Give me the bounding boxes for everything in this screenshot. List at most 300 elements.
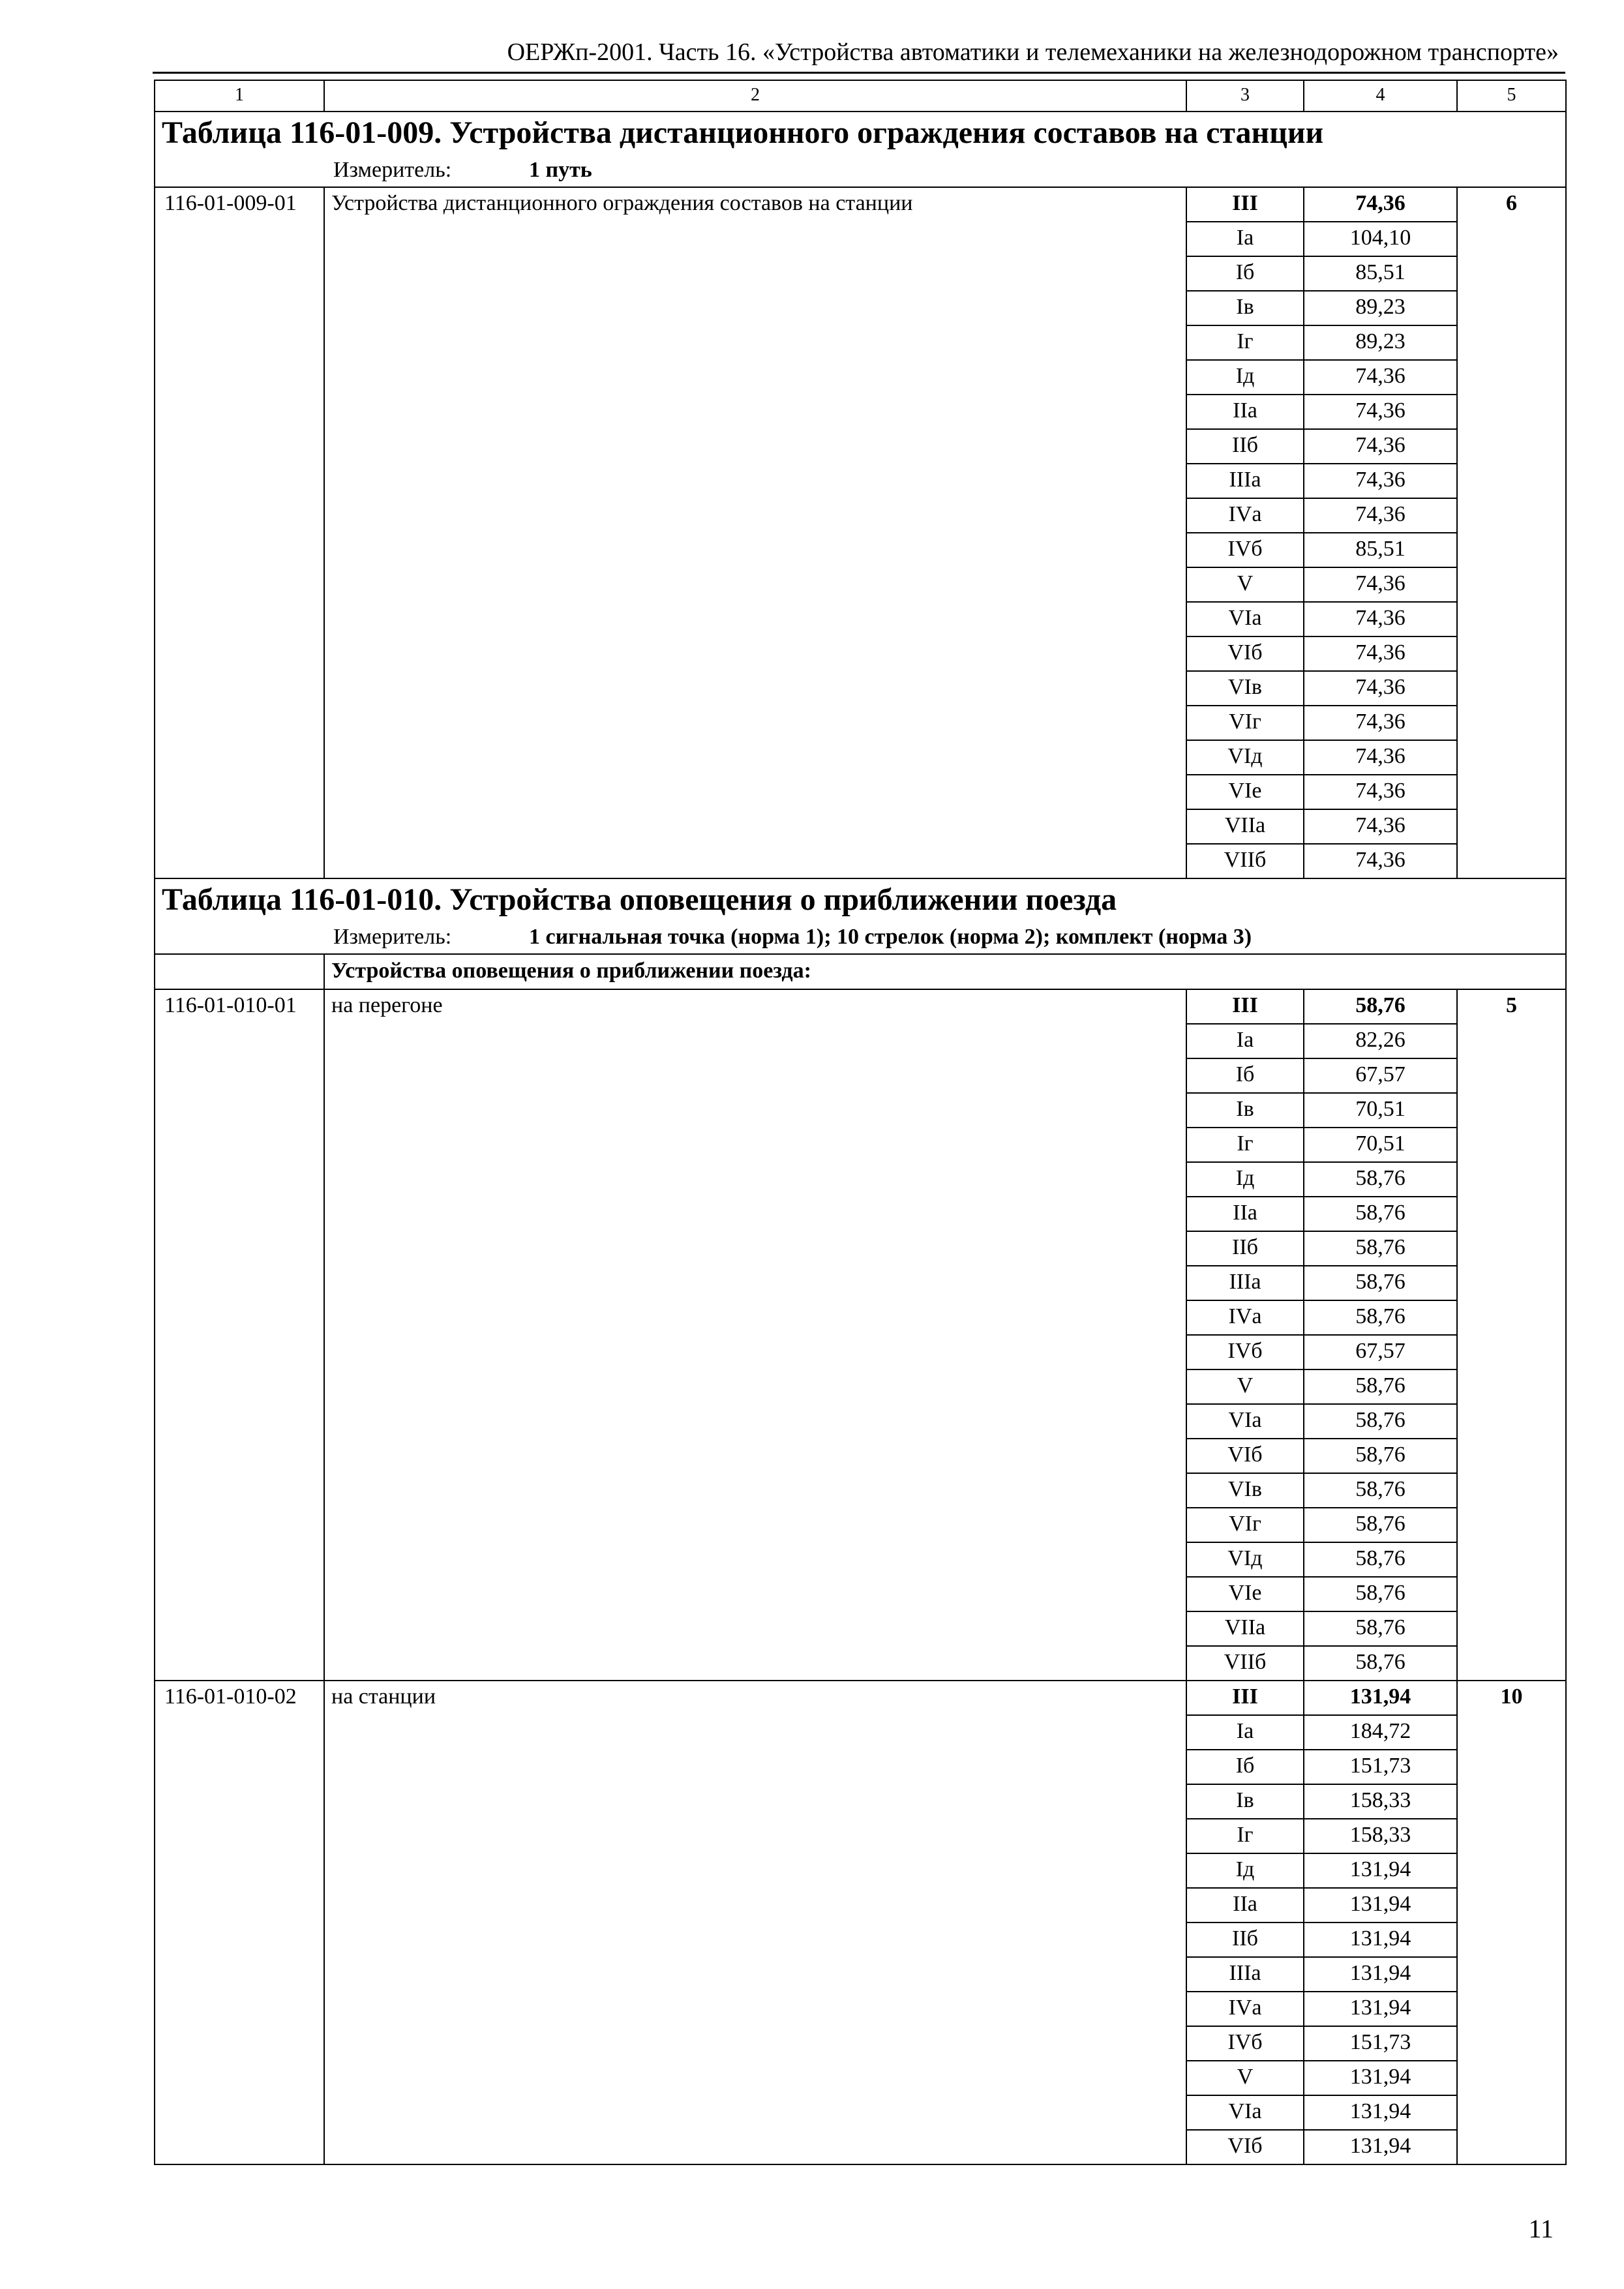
zone-cell: Iв	[1186, 291, 1304, 325]
table-row	[155, 602, 1566, 636]
category-cell: 5	[1457, 989, 1566, 1024]
price-cell: 151,73	[1304, 2026, 1457, 2061]
zone-cell: IVа	[1186, 1300, 1304, 1335]
entry-description-cell	[324, 1024, 1186, 1058]
category-cell-empty	[1457, 1058, 1566, 1093]
entry-description-cell	[324, 498, 1186, 533]
category-cell-empty	[1457, 1715, 1566, 1750]
zone-cell: Iа	[1186, 222, 1304, 256]
price-cell: 131,94	[1304, 1957, 1457, 1992]
table-row	[155, 256, 1566, 291]
entry-description-cell	[324, 671, 1186, 706]
zone-cell: IVб	[1186, 1335, 1304, 1369]
price-cell: 58,76	[1304, 1162, 1457, 1197]
rates-table-body	[155, 80, 1566, 2164]
entry-code-cell	[155, 1058, 324, 1093]
price-cell: 58,76	[1304, 1611, 1457, 1646]
price-cell: 70,51	[1304, 1128, 1457, 1162]
category-cell-empty	[1457, 636, 1566, 671]
zone-cell: III	[1186, 989, 1304, 1024]
price-cell: 67,57	[1304, 1335, 1457, 1369]
entry-description: Устройства дистанционного ограждения составов на станции	[324, 187, 1186, 222]
price-cell: 58,76	[1304, 1300, 1457, 1335]
entry-code-cell	[155, 1611, 324, 1646]
entry-description-cell	[324, 1231, 1186, 1266]
price-cell: 131,94	[1304, 1681, 1457, 1715]
table-title: Таблица 116-01-010. Устройства оповещения о приближении поезда	[155, 878, 1566, 922]
entry-code-cell	[155, 429, 324, 464]
price-cell: 74,36	[1304, 187, 1457, 222]
category-cell-empty	[1457, 1197, 1566, 1231]
zone-cell: Iг	[1186, 325, 1304, 360]
zone-cell: IIа	[1186, 1888, 1304, 1922]
entry-code-cell	[155, 1715, 324, 1750]
table-row	[155, 2095, 1566, 2130]
price-cell: 58,76	[1304, 1266, 1457, 1300]
entry-code-cell	[155, 1024, 324, 1058]
entry-description-cell	[324, 706, 1186, 740]
table-row	[155, 1300, 1566, 1335]
price-cell: 58,76	[1304, 1473, 1457, 1508]
entry-description-cell	[324, 222, 1186, 256]
zone-cell: VIа	[1186, 1404, 1304, 1439]
price-cell: 74,36	[1304, 464, 1457, 498]
table-row	[155, 1542, 1566, 1577]
entry-description-cell	[324, 775, 1186, 809]
entry-code-cell	[155, 602, 324, 636]
category-cell-empty	[1457, 498, 1566, 533]
entry-code-cell	[155, 464, 324, 498]
zone-cell: VIд	[1186, 740, 1304, 775]
entry-code-cell	[155, 360, 324, 395]
price-cell: 58,76	[1304, 1404, 1457, 1439]
entry-description-cell	[324, 533, 1186, 567]
category-cell-empty	[1457, 1473, 1566, 1508]
zone-cell: VIг	[1186, 706, 1304, 740]
table-title-row	[155, 112, 1566, 155]
entry-code-cell	[155, 671, 324, 706]
table-row	[155, 1266, 1566, 1300]
zone-cell: Iд	[1186, 360, 1304, 395]
table-row	[155, 775, 1566, 809]
zone-cell: VIг	[1186, 1508, 1304, 1542]
category-cell-empty	[1457, 706, 1566, 740]
table-row	[155, 1784, 1566, 1819]
table-row	[155, 464, 1566, 498]
entry-description-cell	[324, 1162, 1186, 1197]
entry-code-cell	[155, 222, 324, 256]
header-rule	[153, 72, 1565, 74]
price-cell: 74,36	[1304, 706, 1457, 740]
entry-code-cell	[155, 775, 324, 809]
category-cell-empty	[1457, 429, 1566, 464]
zone-cell: Iд	[1186, 1853, 1304, 1888]
entry-code-cell	[155, 1369, 324, 1404]
entry-description-cell	[324, 1542, 1186, 1577]
table-row	[155, 671, 1566, 706]
entry-code-cell	[155, 2061, 324, 2095]
zone-cell: IIа	[1186, 395, 1304, 429]
category-cell-empty	[1457, 1024, 1566, 1058]
table-row	[155, 533, 1566, 567]
category-cell-empty	[1457, 602, 1566, 636]
category-cell-empty	[1457, 844, 1566, 878]
price-cell: 131,94	[1304, 1922, 1457, 1957]
zone-cell: Iб	[1186, 1750, 1304, 1784]
table-row	[155, 1231, 1566, 1266]
entry-code-cell	[155, 1162, 324, 1197]
entry-code-cell	[155, 567, 324, 602]
price-cell: 74,36	[1304, 636, 1457, 671]
entry-description-cell	[324, 809, 1186, 844]
category-cell-empty	[1457, 1300, 1566, 1335]
entry-description-cell	[324, 2095, 1186, 2130]
category-cell-empty	[1457, 395, 1566, 429]
zone-cell: VIб	[1186, 1439, 1304, 1473]
entry-description-cell	[324, 1888, 1186, 1922]
category-cell-empty	[1457, 2095, 1566, 2130]
entry-code-cell	[155, 1404, 324, 1439]
price-cell: 58,76	[1304, 1646, 1457, 1681]
entry-code-cell	[155, 1300, 324, 1335]
zone-cell: Iа	[1186, 1715, 1304, 1750]
entry-description-cell	[324, 602, 1186, 636]
zone-cell: VIе	[1186, 775, 1304, 809]
entry-description-cell	[324, 1300, 1186, 1335]
zone-cell: Iб	[1186, 1058, 1304, 1093]
entry-code-cell	[155, 1819, 324, 1853]
subheading-row	[155, 954, 1566, 989]
entry-code-cell	[155, 1784, 324, 1819]
column-number: 1	[155, 80, 324, 112]
category-cell-empty	[1457, 1508, 1566, 1542]
price-cell: 74,36	[1304, 775, 1457, 809]
table-row	[155, 395, 1566, 429]
entry-code-cell	[155, 706, 324, 740]
entry-code-cell	[155, 291, 324, 325]
entry-description-cell	[324, 464, 1186, 498]
table-row	[155, 740, 1566, 775]
category-cell-empty	[1457, 464, 1566, 498]
meter-value: 1 путь	[529, 158, 592, 182]
entry-description-cell	[324, 1577, 1186, 1611]
zone-cell: Iг	[1186, 1819, 1304, 1853]
price-cell: 131,94	[1304, 1992, 1457, 2026]
table-row	[155, 1162, 1566, 1197]
zone-cell: VIв	[1186, 1473, 1304, 1508]
table-row	[155, 1853, 1566, 1888]
entry-code: 116-01-010-01	[155, 989, 324, 1024]
category-cell-empty	[1457, 671, 1566, 706]
table-row	[155, 1369, 1566, 1404]
zone-cell: Iд	[1186, 1162, 1304, 1197]
meter-label: Измеритель:	[333, 925, 452, 949]
zone-cell: IVа	[1186, 498, 1304, 533]
category-cell-empty	[1457, 1335, 1566, 1369]
meter-cell	[155, 155, 1566, 187]
category-cell-empty	[1457, 325, 1566, 360]
price-cell: 85,51	[1304, 256, 1457, 291]
table-row	[155, 2130, 1566, 2164]
price-cell: 74,36	[1304, 844, 1457, 878]
category-cell-empty	[1457, 1128, 1566, 1162]
entry-description-cell	[324, 1197, 1186, 1231]
table-row	[155, 1750, 1566, 1784]
zone-cell: VIIа	[1186, 809, 1304, 844]
price-cell: 158,33	[1304, 1819, 1457, 1853]
meter-label: Измеритель:	[333, 158, 452, 182]
zone-cell: IIIа	[1186, 1957, 1304, 1992]
table-row	[155, 1128, 1566, 1162]
entry-description-cell	[324, 1611, 1186, 1646]
entry-code-cell	[155, 1093, 324, 1128]
zone-cell: Iв	[1186, 1784, 1304, 1819]
entry-code: 116-01-010-02	[155, 1681, 324, 1715]
subheading: Устройства оповещения о приближении поезда:	[324, 954, 1566, 989]
price-cell: 67,57	[1304, 1058, 1457, 1093]
category-cell: 10	[1457, 1681, 1566, 1715]
entry-code-cell	[155, 533, 324, 567]
zone-cell: Iа	[1186, 1024, 1304, 1058]
table-row	[155, 1681, 1566, 1715]
zone-cell: IVб	[1186, 533, 1304, 567]
category-cell-empty	[1457, 1750, 1566, 1784]
zone-cell: IIIа	[1186, 1266, 1304, 1300]
zone-cell: VIIа	[1186, 1611, 1304, 1646]
table-row	[155, 1992, 1566, 2026]
category-cell-empty	[1457, 1369, 1566, 1404]
table-row	[155, 844, 1566, 878]
zone-cell: IIа	[1186, 1197, 1304, 1231]
table-row	[155, 1577, 1566, 1611]
entry-description-cell	[324, 1128, 1186, 1162]
entry-description-cell	[324, 1369, 1186, 1404]
category-cell-empty	[1457, 1957, 1566, 1992]
entry-description-cell	[324, 1473, 1186, 1508]
category-cell-empty	[1457, 2026, 1566, 2061]
entry-description-cell	[324, 1922, 1186, 1957]
table-row	[155, 2026, 1566, 2061]
category-cell-empty	[1457, 1439, 1566, 1473]
table-row	[155, 2061, 1566, 2095]
table-title-row	[155, 878, 1566, 922]
price-cell: 58,76	[1304, 1197, 1457, 1231]
table-row	[155, 1093, 1566, 1128]
column-number: 5	[1457, 80, 1566, 112]
entry-description-cell	[324, 1266, 1186, 1300]
category-cell-empty	[1457, 1231, 1566, 1266]
entry-code-cell	[155, 256, 324, 291]
entry-description-cell	[324, 636, 1186, 671]
zone-cell: VIа	[1186, 602, 1304, 636]
entry-code-cell	[155, 2026, 324, 2061]
price-cell: 131,94	[1304, 1888, 1457, 1922]
entry-code-cell	[155, 1992, 324, 2026]
entry-code-cell	[155, 1853, 324, 1888]
category-cell-empty	[1457, 1992, 1566, 2026]
zone-cell: VIе	[1186, 1577, 1304, 1611]
column-number-row	[155, 80, 1566, 112]
category-cell-empty	[1457, 1922, 1566, 1957]
price-cell: 131,94	[1304, 2095, 1457, 2130]
entry-code-cell	[155, 844, 324, 878]
price-cell: 74,36	[1304, 429, 1457, 464]
entry-code-cell	[155, 1957, 324, 1992]
entry-description-cell	[324, 1715, 1186, 1750]
entry-description-cell	[324, 291, 1186, 325]
price-cell: 74,36	[1304, 360, 1457, 395]
price-cell: 58,76	[1304, 1542, 1457, 1577]
category-cell-empty	[1457, 1819, 1566, 1853]
table-row	[155, 1819, 1566, 1853]
meter-row	[155, 155, 1566, 187]
zone-cell: IVа	[1186, 1992, 1304, 2026]
price-cell: 74,36	[1304, 567, 1457, 602]
entry-description-cell	[324, 1784, 1186, 1819]
entry-code-cell	[155, 1922, 324, 1957]
table-row	[155, 1473, 1566, 1508]
price-cell: 158,33	[1304, 1784, 1457, 1819]
entry-description-cell	[324, 844, 1186, 878]
entry-code-cell	[155, 1577, 324, 1611]
table-row	[155, 291, 1566, 325]
meter-row	[155, 922, 1566, 954]
entry-code-cell	[155, 1335, 324, 1369]
entry-code-cell	[155, 1750, 324, 1784]
meter-value: 1 сигнальная точка (норма 1); 10 стрелок (норма 2); комплект (норма 3)	[529, 925, 1252, 949]
entry-code-cell	[155, 325, 324, 360]
entry-description-cell	[324, 1819, 1186, 1853]
price-cell: 58,76	[1304, 1369, 1457, 1404]
entry-code: 116-01-009-01	[155, 187, 324, 222]
entry-code-cell	[155, 740, 324, 775]
price-cell: 70,51	[1304, 1093, 1457, 1128]
table-row	[155, 1508, 1566, 1542]
entry-description-cell	[324, 256, 1186, 291]
table-row	[155, 989, 1566, 1024]
entry-description-cell	[324, 1508, 1186, 1542]
category-cell-empty	[1457, 1646, 1566, 1681]
zone-cell: IIIа	[1186, 464, 1304, 498]
page-number: 11	[1528, 2214, 1554, 2243]
entry-description-cell	[324, 1853, 1186, 1888]
table-row	[155, 1715, 1566, 1750]
table-row	[155, 636, 1566, 671]
column-number: 2	[324, 80, 1186, 112]
meter-cell	[155, 922, 1566, 954]
zone-cell: VIб	[1186, 636, 1304, 671]
entry-code-cell	[155, 1231, 324, 1266]
entry-code-cell	[155, 2095, 324, 2130]
category-cell-empty	[1457, 222, 1566, 256]
entry-code-cell	[155, 809, 324, 844]
category-cell-empty	[1457, 1611, 1566, 1646]
zone-cell: III	[1186, 1681, 1304, 1715]
zone-cell: V	[1186, 567, 1304, 602]
price-cell: 58,76	[1304, 1439, 1457, 1473]
entry-description-cell	[324, 1093, 1186, 1128]
category-cell-empty	[1457, 1542, 1566, 1577]
entry-description-cell	[324, 1646, 1186, 1681]
price-cell: 58,76	[1304, 1231, 1457, 1266]
category-cell-empty	[1457, 1162, 1566, 1197]
table-row	[155, 809, 1566, 844]
price-cell: 131,94	[1304, 2130, 1457, 2164]
zone-cell: VIв	[1186, 671, 1304, 706]
price-cell: 74,36	[1304, 671, 1457, 706]
column-number: 4	[1304, 80, 1457, 112]
price-cell: 184,72	[1304, 1715, 1457, 1750]
category-cell-empty	[1457, 775, 1566, 809]
table-row	[155, 325, 1566, 360]
table-row	[155, 222, 1566, 256]
entry-description-cell	[324, 1992, 1186, 2026]
table-row	[155, 1611, 1566, 1646]
entry-description-cell	[324, 1439, 1186, 1473]
entry-code-cell	[155, 1197, 324, 1231]
zone-cell: VIа	[1186, 2095, 1304, 2130]
price-cell: 131,94	[1304, 1853, 1457, 1888]
zone-cell: V	[1186, 1369, 1304, 1404]
table-row	[155, 1922, 1566, 1957]
price-cell: 74,36	[1304, 395, 1457, 429]
category-cell-empty	[1457, 256, 1566, 291]
category-cell: 6	[1457, 187, 1566, 222]
zone-cell: IVб	[1186, 2026, 1304, 2061]
column-number: 3	[1186, 80, 1304, 112]
subheading-code-cell	[155, 954, 324, 989]
price-cell: 151,73	[1304, 1750, 1457, 1784]
entry-description-cell	[324, 2061, 1186, 2095]
table-row	[155, 187, 1566, 222]
category-cell-empty	[1457, 2061, 1566, 2095]
entry-code-cell	[155, 1508, 324, 1542]
price-cell: 74,36	[1304, 740, 1457, 775]
category-cell-empty	[1457, 1404, 1566, 1439]
price-cell: 74,36	[1304, 602, 1457, 636]
table-row	[155, 1957, 1566, 1992]
zone-cell: VIIб	[1186, 844, 1304, 878]
entry-description: на станции	[324, 1681, 1186, 1715]
category-cell-empty	[1457, 567, 1566, 602]
zone-cell: III	[1186, 187, 1304, 222]
entry-code-cell	[155, 1473, 324, 1508]
entry-description-cell	[324, 567, 1186, 602]
entry-description-cell	[324, 740, 1186, 775]
table-row	[155, 1439, 1566, 1473]
category-cell-empty	[1457, 1853, 1566, 1888]
category-cell-empty	[1457, 1888, 1566, 1922]
price-cell: 131,94	[1304, 2061, 1457, 2095]
entry-code-cell	[155, 395, 324, 429]
table-row	[155, 360, 1566, 395]
category-cell-empty	[1457, 1093, 1566, 1128]
category-cell-empty	[1457, 533, 1566, 567]
zone-cell: Iг	[1186, 1128, 1304, 1162]
entry-description-cell	[324, 1404, 1186, 1439]
entry-description-cell	[324, 2130, 1186, 2164]
entry-description-cell	[324, 1957, 1186, 1992]
table-row	[155, 1335, 1566, 1369]
entry-description-cell	[324, 395, 1186, 429]
category-cell-empty	[1457, 2130, 1566, 2164]
entry-code-cell	[155, 1646, 324, 1681]
table-row	[155, 498, 1566, 533]
price-cell: 74,36	[1304, 498, 1457, 533]
category-cell-empty	[1457, 291, 1566, 325]
entry-description-cell	[324, 360, 1186, 395]
category-cell-empty	[1457, 1784, 1566, 1819]
